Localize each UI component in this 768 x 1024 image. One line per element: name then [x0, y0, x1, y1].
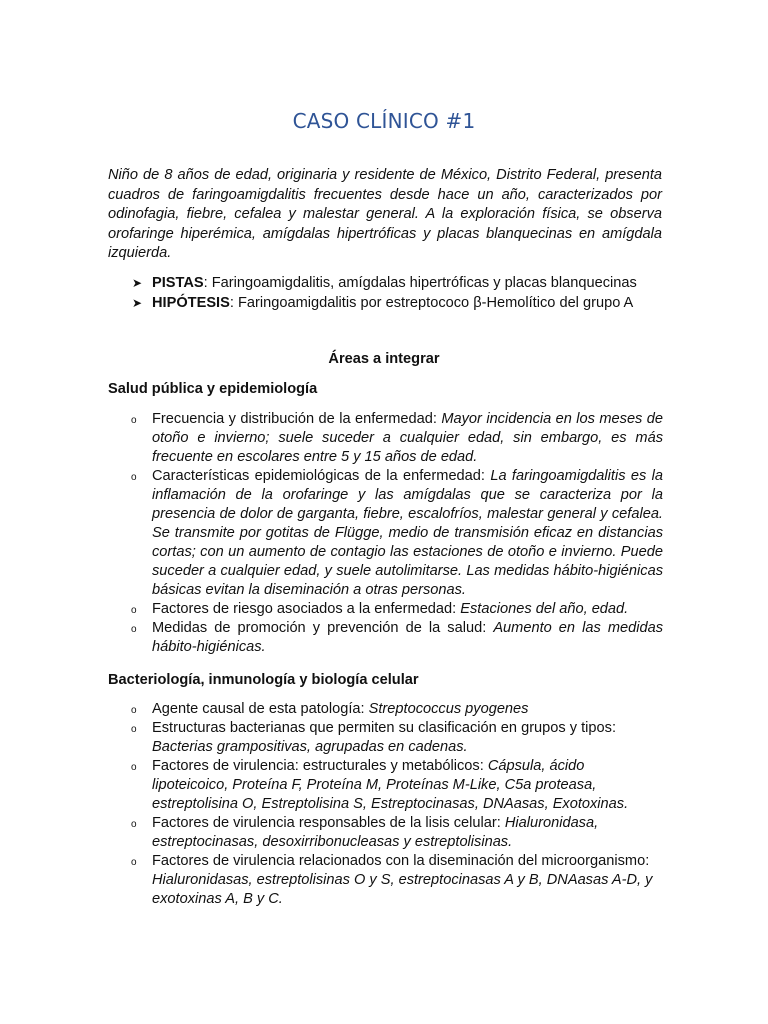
list-item — [131, 700, 663, 719]
ring-bullet-icon: o — [131, 819, 137, 830]
item-content: Estaciones del año, edad. — [460, 601, 629, 617]
list-item — [131, 814, 663, 852]
arrow-bullet-icon: ➤ — [132, 276, 143, 290]
list-item — [131, 619, 663, 657]
ring-bullet-icon: o — [131, 705, 137, 716]
list-item — [131, 467, 663, 600]
ring-bullet-icon: o — [131, 724, 137, 735]
item-content: Bacterias grampositivas, agrupadas en cadenas. — [152, 739, 468, 755]
list-item — [131, 600, 663, 619]
item-label: Frecuencia y distribución de la enfermedad: — [152, 411, 442, 427]
clue-text: : Faringoamigdalitis por estreptococo β-Hemolítico del grupo A — [229, 294, 634, 311]
ring-bullet-icon: o — [131, 415, 137, 426]
arrow-bullet-icon: ➤ — [132, 295, 143, 310]
item-label: Factores de virulencia: estructurales y metabólicos: — [152, 758, 488, 774]
ring-bullet-icon: o — [131, 624, 137, 635]
clue-item — [132, 274, 692, 294]
clues-list — [132, 274, 692, 313]
clue-label: HIPÓTESIS — [152, 294, 230, 311]
ring-bullet-icon: o — [131, 857, 137, 868]
case-description: Niño de 8 años de edad, originaria y residente de México, Distrito Federal, presenta cuadros de faringoamigdalitis frecuentes desde hace un año, caracterizados por odinofagia, fiebre, cefalea y malestar general. A la exploración física, se observa orofaringe hiperémica, amígdalas hipertróficas y placas blanquecinas en amígdala izquierda. — [108, 167, 662, 262]
item-label: Factores de virulencia relacionados con la diseminación del microorganismo: — [152, 853, 650, 869]
list-item — [131, 852, 663, 909]
item-content: La faringoamigdalitis es la inflamación de la orofaringe y las amígdalas que se caracteriza por la presencia de dolor de garganta, fiebre, escalofríos, malestar general y cefalea. Se transmite por gotitas de Flügge, medio de transmisión eficaz en distancias cortas; con un aumento de contagio las estaciones de otoño e invierno. Puede suceder a cualquier edad, y suele autolimitarse. Las medidas hábito-higiénicas básicas evitan la diseminación a otras personas. — [152, 468, 663, 598]
item-content: Mayor incidencia en los meses de otoño e invierno; suele suceder a cualquier edad, sin embargo, es más frecuente en escolares entre 5 y 15 años de edad. — [152, 411, 664, 465]
page-title: CASO CLÍNICO #1 — [292, 109, 476, 133]
section-heading: Bacteriología, inmunología y biología celular — [108, 672, 419, 688]
item-content: Cápsula, ácido lipoteicoico, Proteína F, Proteína M, Proteínas M-Like, C5a proteasa, estreptolisina O, Estreptolisina S, Estreptocinasas, DNAasas, Exotoxinas. — [152, 758, 629, 812]
clue-label: PISTAS — [152, 275, 204, 291]
ring-bullet-icon: o — [131, 762, 137, 773]
item-content: Hialuronidasas, estreptolisinas O y S, estreptocinasas A y B, DNAasas A-D, y exotoxinas A, B y C. — [152, 872, 653, 907]
item-label: Estructuras bacterianas que permiten su clasificación en grupos y tipos: — [152, 720, 616, 736]
list-item — [131, 757, 663, 814]
item-content: Aumento en las medidas hábito-higiénicas. — [152, 620, 663, 655]
list-item — [131, 410, 663, 467]
areas-heading: Áreas a integrar — [328, 351, 440, 367]
item-label: Factores de virulencia responsables de la lisis celular: — [152, 815, 505, 831]
section-items — [131, 700, 663, 909]
item-label: Características epidemiológicas de la enfermedad: — [152, 468, 491, 484]
item-label: Medidas de promoción y prevención de la salud: — [152, 620, 494, 636]
ring-bullet-icon: o — [131, 605, 137, 616]
item-content: Hialuronidasa, estreptocinasas, desoxirribonucleasas y estreptolisinas. — [152, 815, 599, 850]
item-label: Factores de riesgo asociados a la enfermedad: — [152, 601, 461, 617]
section-heading: Salud pública y epidemiología — [108, 381, 318, 397]
item-label: Agente causal de esta patología: — [152, 701, 369, 717]
section-items — [131, 410, 663, 657]
clue-text: : Faringoamigdalitis, amígdalas hipertróficas y placas blanquecinas — [203, 275, 637, 291]
item-content: Streptococcus pyogenes — [368, 701, 529, 717]
ring-bullet-icon: o — [131, 472, 137, 483]
clue-item — [132, 294, 692, 314]
list-item — [131, 719, 663, 757]
